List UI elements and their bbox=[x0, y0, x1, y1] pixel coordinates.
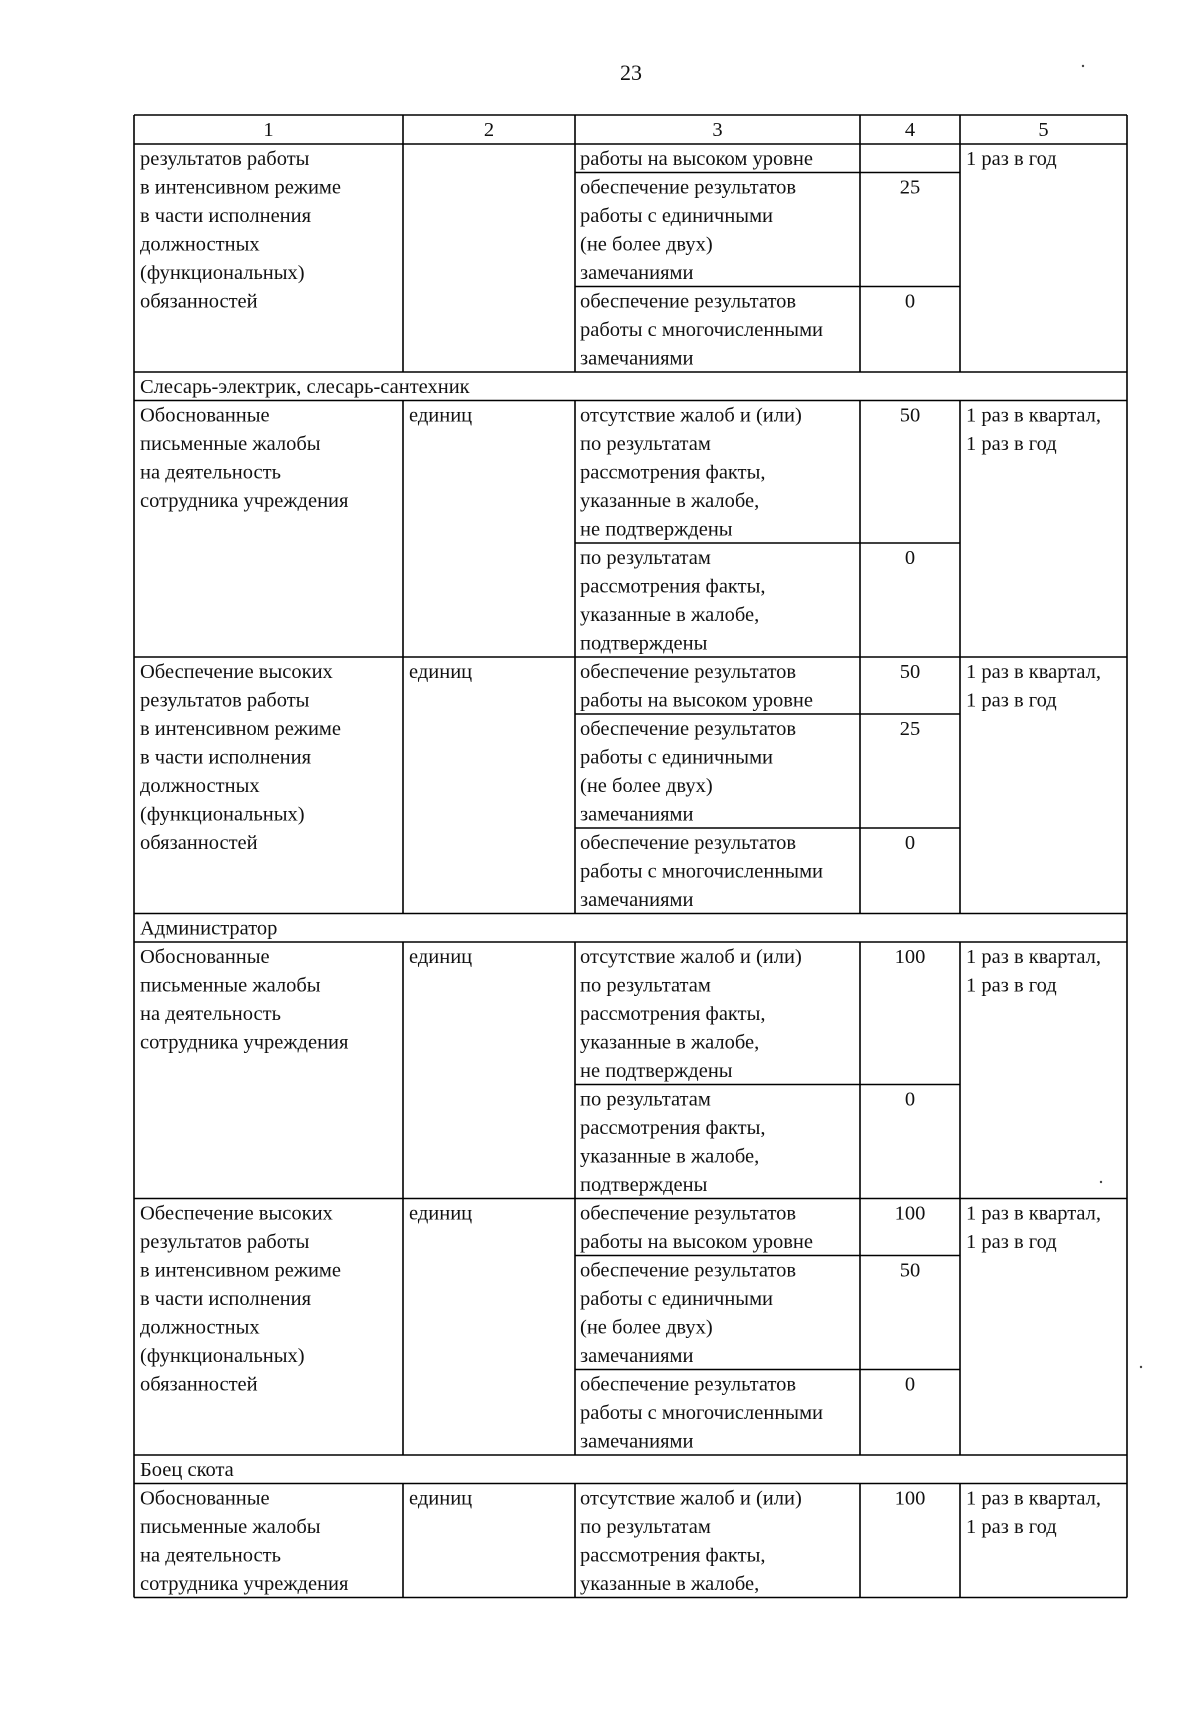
criterion-text: в интенсивном режиме bbox=[140, 176, 342, 199]
column-header-3: 3 bbox=[712, 119, 723, 141]
condition-text: замечаниями bbox=[580, 262, 694, 284]
section-title: Слесарь-электрик, слесарь-сантехник bbox=[140, 376, 470, 398]
condition-text: рассмотрения факты, bbox=[580, 575, 766, 598]
condition-text: обеспечение результатов bbox=[580, 661, 797, 683]
criterion-text: на деятельность bbox=[140, 1544, 281, 1567]
score-value: 50 bbox=[899, 404, 921, 427]
criterion-text: обязанностей bbox=[140, 1373, 258, 1396]
criterion-text: сотрудника учреждения bbox=[140, 490, 349, 512]
unit-text: единиц bbox=[409, 1487, 473, 1510]
unit-text: единиц bbox=[409, 946, 473, 968]
condition-text: рассмотрения факты, bbox=[580, 1117, 766, 1139]
criterion-text: должностных bbox=[140, 1316, 260, 1339]
condition-text: замечаниями bbox=[580, 803, 694, 826]
criterion-text: (функциональных) bbox=[140, 803, 305, 826]
condition-text: работы с единичными bbox=[580, 1288, 774, 1310]
condition-text: по результатам bbox=[580, 1516, 711, 1538]
condition-text: по результатам bbox=[580, 1088, 711, 1111]
criterion-text: письменные жалобы bbox=[140, 433, 321, 455]
criterion-text: в части исполнения bbox=[140, 746, 312, 769]
condition-text: работы с многочисленными bbox=[580, 1402, 824, 1424]
score-value: 0 bbox=[904, 1373, 916, 1396]
condition-text: работы с многочисленными bbox=[580, 319, 824, 341]
scan-speck bbox=[1100, 1181, 1102, 1183]
condition-text: по результатам bbox=[580, 974, 711, 997]
criterion-text: обязанностей bbox=[140, 290, 258, 313]
condition-text: рассмотрения факты, bbox=[580, 1544, 766, 1567]
criterion-text: результатов работы bbox=[140, 689, 310, 712]
criterion-text: должностных bbox=[140, 775, 260, 797]
period-text: 1 раз в год bbox=[966, 1516, 1057, 1538]
scan-speck bbox=[1140, 1366, 1142, 1368]
criterion-text: результатов работы bbox=[140, 148, 310, 170]
score-value: 100 bbox=[894, 946, 926, 968]
condition-text: указанные в жалобе, bbox=[580, 1031, 760, 1054]
criterion-text: Обоснованные bbox=[140, 946, 270, 968]
condition-text: работы с многочисленными bbox=[580, 860, 824, 883]
column-header-5: 5 bbox=[1038, 119, 1049, 141]
condition-text: обеспечение результатов bbox=[580, 1373, 797, 1396]
condition-text: работы на высоком уровне bbox=[580, 148, 813, 170]
criterion-text: в интенсивном режиме bbox=[140, 718, 342, 740]
score-value: 25 bbox=[899, 176, 921, 199]
criterion-text: (функциональных) bbox=[140, 1345, 305, 1367]
condition-text: работы с единичными bbox=[580, 746, 774, 769]
condition-text: обеспечение результатов bbox=[580, 1202, 797, 1225]
criterion-text: результатов работы bbox=[140, 1231, 310, 1253]
criterion-text: письменные жалобы bbox=[140, 974, 321, 997]
score-value: 0 bbox=[904, 547, 916, 569]
condition-text: указанные в жалобе, bbox=[580, 604, 760, 626]
period-text: 1 раз в квартал, bbox=[966, 1202, 1102, 1225]
period-text: 1 раз в год bbox=[966, 689, 1057, 712]
unit-text: единиц bbox=[409, 1202, 473, 1225]
period-text: 1 раз в квартал, bbox=[966, 946, 1102, 968]
period-text: 1 раз в год bbox=[966, 433, 1057, 455]
condition-text: работы на высоком уровне bbox=[580, 689, 813, 712]
condition-text: рассмотрения факты, bbox=[580, 1003, 766, 1025]
condition-text: указанные в жалобе, bbox=[580, 1145, 760, 1168]
page-number: 23 bbox=[620, 60, 642, 85]
period-text: 1 раз в год bbox=[966, 1231, 1057, 1253]
column-header-2: 2 bbox=[483, 119, 495, 141]
criterion-text: должностных bbox=[140, 233, 260, 256]
period-text: 1 раз в год bbox=[966, 974, 1057, 997]
criterion-text: (функциональных) bbox=[140, 262, 305, 284]
condition-text: обеспечение результатов bbox=[580, 1259, 797, 1282]
condition-text: подтверждены bbox=[580, 632, 708, 655]
criterion-text: на деятельность bbox=[140, 461, 281, 484]
criterion-text: в части исполнения bbox=[140, 205, 312, 227]
condition-text: обеспечение результатов bbox=[580, 290, 797, 313]
criterion-text: Обоснованные bbox=[140, 404, 270, 427]
condition-text: отсутствие жалоб и (или) bbox=[580, 946, 802, 968]
condition-text: (не более двух) bbox=[580, 1316, 713, 1339]
criteria-table bbox=[134, 115, 1127, 1598]
score-value: 100 bbox=[894, 1202, 926, 1225]
criterion-text: Обеспечение высоких bbox=[140, 661, 333, 683]
criterion-text: сотрудника учреждения bbox=[140, 1573, 349, 1595]
criterion-text: обязанностей bbox=[140, 832, 258, 854]
score-value: 0 bbox=[904, 1088, 916, 1111]
condition-text: (не более двух) bbox=[580, 233, 713, 256]
condition-text: подтверждены bbox=[580, 1174, 708, 1196]
period-text: 1 раз в квартал, bbox=[966, 1487, 1102, 1510]
condition-text: работы на высоком уровне bbox=[580, 1231, 813, 1253]
criterion-text: Обоснованные bbox=[140, 1487, 270, 1510]
score-value: 50 bbox=[899, 1259, 921, 1282]
period-text: 1 раз в квартал, bbox=[966, 404, 1102, 427]
period-text: 1 раз в год bbox=[966, 148, 1057, 170]
condition-text: замечаниями bbox=[580, 889, 694, 911]
criterion-text: в части исполнения bbox=[140, 1288, 312, 1310]
condition-text: не подтверждены bbox=[580, 518, 733, 541]
condition-text: замечаниями bbox=[580, 347, 694, 370]
condition-text: замечаниями bbox=[580, 1345, 694, 1367]
condition-text: (не более двух) bbox=[580, 775, 713, 797]
condition-text: по результатам bbox=[580, 433, 711, 455]
condition-text: обеспечение результатов bbox=[580, 718, 797, 740]
unit-text: единиц bbox=[409, 404, 473, 427]
unit-text: единиц bbox=[409, 661, 473, 683]
condition-text: указанные в жалобе, bbox=[580, 490, 760, 512]
condition-text: указанные в жалобе, bbox=[580, 1573, 760, 1595]
condition-text: отсутствие жалоб и (или) bbox=[580, 1487, 802, 1510]
score-value: 0 bbox=[904, 290, 916, 313]
criterion-text: на деятельность bbox=[140, 1003, 281, 1025]
score-value: 50 bbox=[899, 661, 921, 683]
condition-text: замечаниями bbox=[580, 1430, 694, 1453]
condition-text: по результатам bbox=[580, 547, 711, 569]
column-header-1: 1 bbox=[263, 119, 274, 141]
criterion-text: в интенсивном режиме bbox=[140, 1259, 342, 1282]
column-header-4: 4 bbox=[904, 119, 916, 141]
criterion-text: письменные жалобы bbox=[140, 1516, 321, 1538]
criterion-text: Обеспечение высоких bbox=[140, 1202, 333, 1225]
condition-text: не подтверждены bbox=[580, 1060, 733, 1082]
score-value: 100 bbox=[894, 1487, 926, 1510]
section-title: Боец скота bbox=[140, 1459, 234, 1481]
scan-speck bbox=[1082, 65, 1084, 67]
criterion-text: сотрудника учреждения bbox=[140, 1031, 349, 1054]
score-value: 0 bbox=[904, 832, 916, 854]
condition-text: рассмотрения факты, bbox=[580, 461, 766, 484]
condition-text: обеспечение результатов bbox=[580, 832, 797, 854]
condition-text: обеспечение результатов bbox=[580, 176, 797, 199]
section-title: Администратор bbox=[140, 917, 278, 940]
condition-text: отсутствие жалоб и (или) bbox=[580, 404, 802, 427]
condition-text: работы с единичными bbox=[580, 205, 774, 227]
score-value: 25 bbox=[899, 718, 921, 740]
period-text: 1 раз в квартал, bbox=[966, 661, 1102, 683]
